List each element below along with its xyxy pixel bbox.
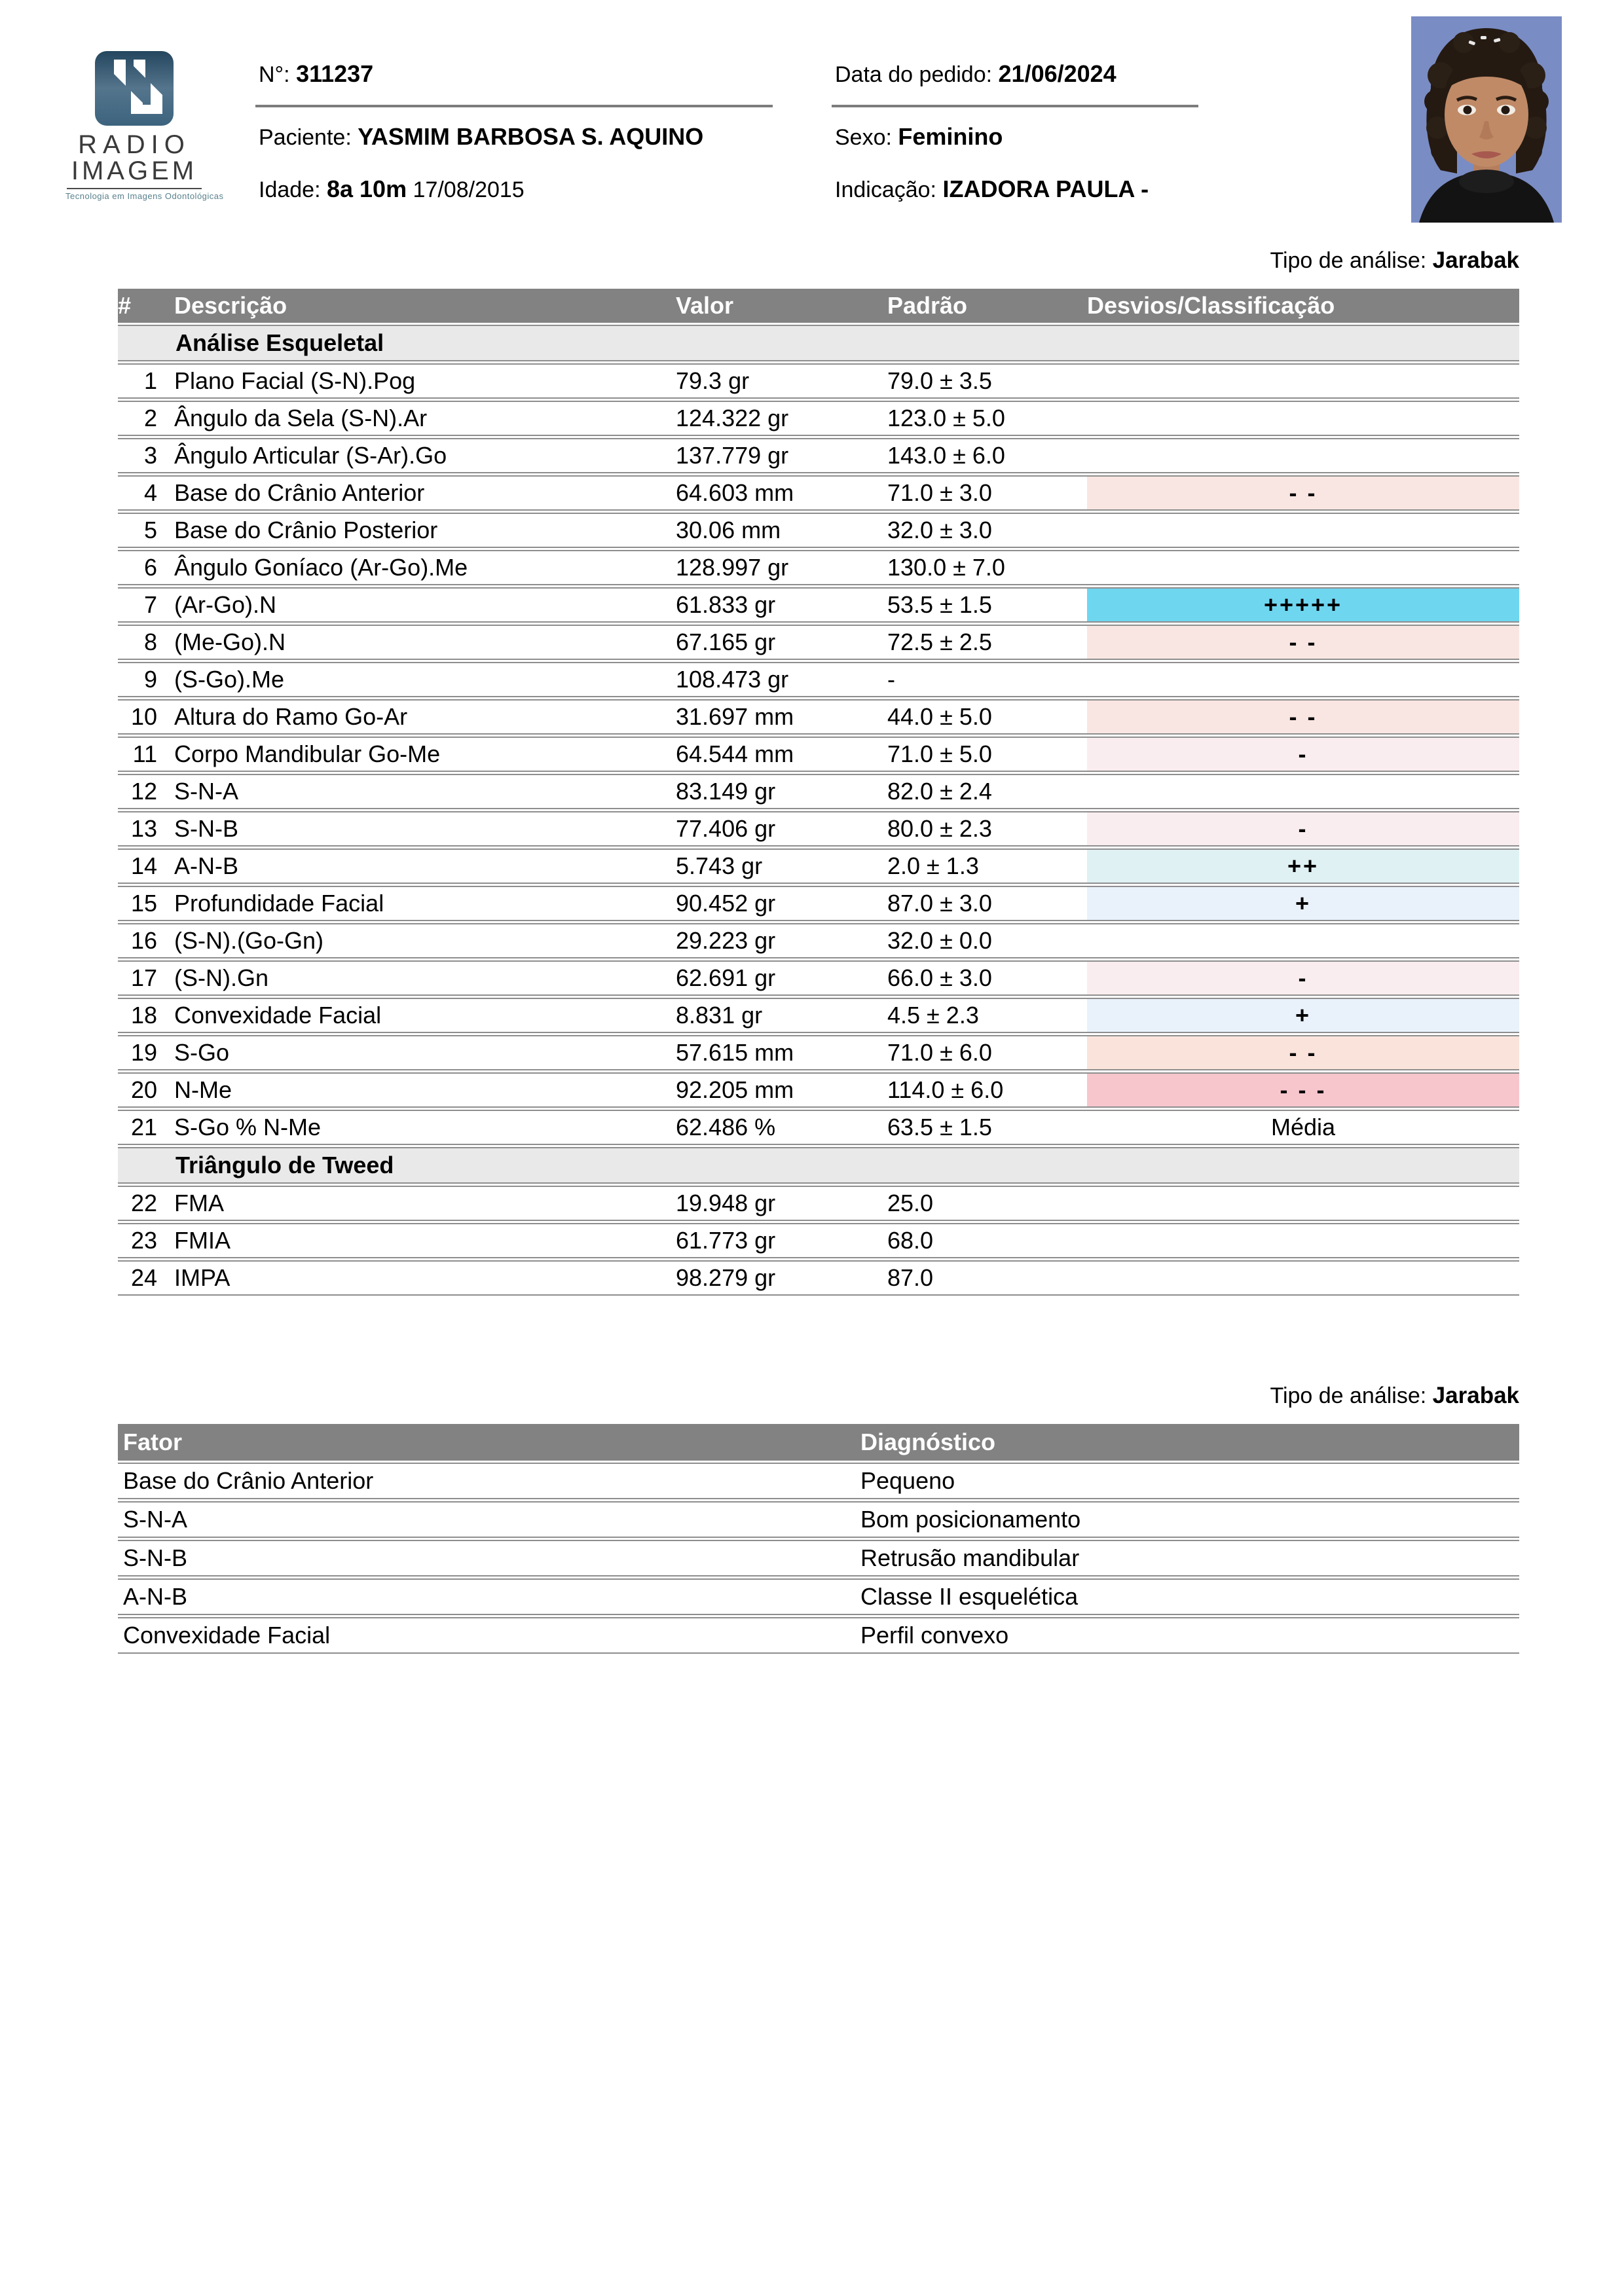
table-row	[118, 737, 1519, 772]
diagnostico-cell: Bom posicionamento	[858, 1501, 1519, 1538]
value-cell: 77.406 gr	[674, 811, 886, 847]
analysis-type-label: Tipo de análise:	[1270, 248, 1427, 273]
standard-cell: 80.0 ± 2.3	[886, 811, 1087, 847]
row-number-cell: 14	[118, 848, 164, 884]
value-cell: 64.603 mm	[674, 475, 886, 511]
fator-cell: Base do Crânio Anterior	[118, 1463, 858, 1499]
value-cell: 62.691 gr	[674, 960, 886, 996]
measurements-table	[118, 287, 1519, 1298]
deviation-cell: - -	[1087, 699, 1519, 735]
value-cell: 98.279 gr	[674, 1260, 886, 1296]
description-cell: Base do Crânio Anterior	[164, 475, 674, 511]
measurements-header-row	[118, 289, 1519, 323]
table-row	[118, 1463, 1519, 1499]
section-title: Triângulo de Tweed	[118, 1147, 1519, 1184]
column-header-desc: Descrição	[164, 289, 674, 323]
field-sexo	[835, 123, 1003, 151]
row-number-cell: 20	[118, 1072, 164, 1108]
value-cell: 5.743 gr	[674, 848, 886, 884]
standard-cell: 79.0 ± 3.5	[886, 363, 1087, 399]
section-row	[118, 1147, 1519, 1184]
value-cell: 92.205 mm	[674, 1072, 886, 1108]
table-row	[118, 774, 1519, 809]
table-row	[118, 438, 1519, 473]
value-cell: 128.997 gr	[674, 550, 886, 585]
paciente-value: YASMIM BARBOSA S. AQUINO	[358, 123, 704, 150]
standard-cell: 82.0 ± 2.4	[886, 774, 1087, 809]
value-cell: 31.697 mm	[674, 699, 886, 735]
diagnostico-cell: Retrusão mandibular	[858, 1540, 1519, 1576]
logo-word-radio: RADIO	[78, 130, 191, 159]
diagnostico-cell: Classe II esquelética	[858, 1578, 1519, 1615]
standard-cell: 63.5 ± 1.5	[886, 1110, 1087, 1145]
value-cell: 124.322 gr	[674, 401, 886, 436]
description-cell: (Ar-Go).N	[164, 587, 674, 623]
table-row	[118, 923, 1519, 958]
deviation-cell: ++	[1087, 848, 1519, 884]
row-number-cell: 21	[118, 1110, 164, 1145]
numero-label: N°:	[259, 62, 290, 87]
standard-cell: 68.0	[886, 1223, 1087, 1258]
header-divider-right	[832, 105, 1198, 107]
description-cell: S-Go	[164, 1035, 674, 1070]
table-row	[118, 960, 1519, 996]
deviation-cell: Média	[1087, 1110, 1519, 1145]
deviation-cell: -	[1087, 960, 1519, 996]
deviation-cell	[1087, 401, 1519, 436]
value-cell: 29.223 gr	[674, 923, 886, 958]
description-cell: A-N-B	[164, 848, 674, 884]
description-cell: FMA	[164, 1186, 674, 1221]
value-cell: 90.452 gr	[674, 886, 886, 921]
diagnosis-header-row	[118, 1424, 1519, 1461]
section-row	[118, 325, 1519, 361]
field-numero	[259, 60, 373, 88]
value-cell: 8.831 gr	[674, 998, 886, 1033]
analysis-type-value: Jarabak	[1432, 247, 1519, 273]
fator-cell: S-N-B	[118, 1540, 858, 1576]
diagnosis-table	[118, 1422, 1519, 1656]
column-header-fator: Fator	[118, 1424, 858, 1461]
deviation-cell	[1087, 550, 1519, 585]
deviation-cell	[1087, 923, 1519, 958]
description-cell: IMPA	[164, 1260, 674, 1296]
header-divider-left	[255, 105, 773, 107]
standard-cell: 130.0 ± 7.0	[886, 550, 1087, 585]
table-row	[118, 550, 1519, 585]
field-idade	[259, 175, 525, 203]
idade-date: 17/08/2015	[413, 177, 525, 202]
standard-cell: 123.0 ± 5.0	[886, 401, 1087, 436]
description-cell: Ângulo da Sela (S-N).Ar	[164, 401, 674, 436]
standard-cell: 25.0	[886, 1186, 1087, 1221]
deviation-cell	[1087, 1186, 1519, 1221]
row-number-cell: 24	[118, 1260, 164, 1296]
row-number-cell: 18	[118, 998, 164, 1033]
description-cell: N-Me	[164, 1072, 674, 1108]
patient-photo	[1411, 16, 1562, 223]
diagnostico-cell: Perfil convexo	[858, 1617, 1519, 1654]
column-header-padrao: Padrão	[886, 289, 1087, 323]
fator-cell: Convexidade Facial	[118, 1617, 858, 1654]
deviation-cell: - - -	[1087, 1072, 1519, 1108]
standard-cell: 143.0 ± 6.0	[886, 438, 1087, 473]
deviation-cell: - -	[1087, 475, 1519, 511]
row-number-cell: 1	[118, 363, 164, 399]
deviation-cell	[1087, 438, 1519, 473]
table-row	[118, 475, 1519, 511]
description-cell: Corpo Mandibular Go-Me	[164, 737, 674, 772]
table-row	[118, 811, 1519, 847]
description-cell: Base do Crânio Posterior	[164, 513, 674, 548]
row-number-cell: 5	[118, 513, 164, 548]
description-cell: (S-Go).Me	[164, 662, 674, 697]
value-cell: 57.615 mm	[674, 1035, 886, 1070]
row-number-cell: 17	[118, 960, 164, 996]
deviation-cell: -	[1087, 737, 1519, 772]
data-pedido-value: 21/06/2024	[998, 60, 1116, 87]
value-cell: 61.833 gr	[674, 587, 886, 623]
value-cell: 67.165 gr	[674, 625, 886, 660]
deviation-cell	[1087, 363, 1519, 399]
description-cell: Altura do Ramo Go-Ar	[164, 699, 674, 735]
column-header-num: #	[118, 289, 164, 323]
standard-cell: 53.5 ± 1.5	[886, 587, 1087, 623]
logo-rule	[67, 188, 202, 189]
table-row	[118, 1035, 1519, 1070]
analysis-type-1	[1270, 247, 1519, 274]
logo-icon	[94, 50, 174, 126]
deviation-cell	[1087, 774, 1519, 809]
deviation-cell	[1087, 662, 1519, 697]
table-row	[118, 1540, 1519, 1576]
column-header-desvios: Desvios/Classificação	[1087, 289, 1519, 323]
description-cell: Ângulo Goníaco (Ar-Go).Me	[164, 550, 674, 585]
table-row	[118, 886, 1519, 921]
standard-cell: 71.0 ± 5.0	[886, 737, 1087, 772]
description-cell: S-N-B	[164, 811, 674, 847]
description-cell: Convexidade Facial	[164, 998, 674, 1033]
value-cell: 83.149 gr	[674, 774, 886, 809]
description-cell: Profundidade Facial	[164, 886, 674, 921]
value-cell: 62.486 %	[674, 1110, 886, 1145]
numero-value: 311237	[296, 60, 374, 87]
description-cell: Plano Facial (S-N).Pog	[164, 363, 674, 399]
row-number-cell: 6	[118, 550, 164, 585]
table-row	[118, 1501, 1519, 1538]
standard-cell: 32.0 ± 0.0	[886, 923, 1087, 958]
value-cell: 19.948 gr	[674, 1186, 886, 1221]
table-row	[118, 513, 1519, 548]
row-number-cell: 23	[118, 1223, 164, 1258]
row-number-cell: 7	[118, 587, 164, 623]
indicacao-value: IZADORA PAULA -	[942, 175, 1149, 202]
fator-cell: A-N-B	[118, 1578, 858, 1615]
description-cell: (Me-Go).N	[164, 625, 674, 660]
standard-cell: 71.0 ± 3.0	[886, 475, 1087, 511]
analysis-type-value: Jarabak	[1432, 1383, 1519, 1408]
value-cell: 79.3 gr	[674, 363, 886, 399]
row-number-cell: 8	[118, 625, 164, 660]
table-row	[118, 625, 1519, 660]
standard-cell: 114.0 ± 6.0	[886, 1072, 1087, 1108]
value-cell: 137.779 gr	[674, 438, 886, 473]
row-number-cell: 10	[118, 699, 164, 735]
fator-cell: S-N-A	[118, 1501, 858, 1538]
column-header-valor: Valor	[674, 289, 886, 323]
standard-cell: 44.0 ± 5.0	[886, 699, 1087, 735]
sexo-value: Feminino	[898, 123, 1003, 150]
row-number-cell: 4	[118, 475, 164, 511]
value-cell: 61.773 gr	[674, 1223, 886, 1258]
logo-tagline: Tecnologia em Imagens Odontológicas	[65, 191, 224, 201]
standard-cell: -	[886, 662, 1087, 697]
deviation-cell: - -	[1087, 625, 1519, 660]
sexo-label: Sexo:	[835, 125, 892, 150]
row-number-cell: 13	[118, 811, 164, 847]
row-number-cell: 12	[118, 774, 164, 809]
table-row	[118, 363, 1519, 399]
analysis-type-label: Tipo de análise:	[1270, 1383, 1427, 1408]
description-cell: FMIA	[164, 1223, 674, 1258]
row-number-cell: 2	[118, 401, 164, 436]
row-number-cell: 19	[118, 1035, 164, 1070]
table-row	[118, 1223, 1519, 1258]
table-row	[118, 1578, 1519, 1615]
table-row	[118, 587, 1519, 623]
table-row	[118, 1072, 1519, 1108]
field-data-pedido	[835, 60, 1116, 88]
description-cell: (S-N).Gn	[164, 960, 674, 996]
table-row	[118, 848, 1519, 884]
standard-cell: 87.0	[886, 1260, 1087, 1296]
value-cell: 108.473 gr	[674, 662, 886, 697]
deviation-cell: +	[1087, 998, 1519, 1033]
row-number-cell: 22	[118, 1186, 164, 1221]
row-number-cell: 11	[118, 737, 164, 772]
deviation-cell	[1087, 513, 1519, 548]
description-cell: S-Go % N-Me	[164, 1110, 674, 1145]
value-cell: 30.06 mm	[674, 513, 886, 548]
description-cell: Ângulo Articular (S-Ar).Go	[164, 438, 674, 473]
value-cell: 64.544 mm	[674, 737, 886, 772]
standard-cell: 72.5 ± 2.5	[886, 625, 1087, 660]
radio-imagem-logo	[65, 50, 224, 201]
analysis-type-2	[1270, 1383, 1519, 1409]
row-number-cell: 15	[118, 886, 164, 921]
deviation-cell	[1087, 1223, 1519, 1258]
indicacao-label: Indicação:	[835, 177, 936, 202]
paciente-label: Paciente:	[259, 125, 352, 150]
table-row	[118, 1110, 1519, 1145]
table-row	[118, 1186, 1519, 1221]
description-cell: (S-N).(Go-Gn)	[164, 923, 674, 958]
deviation-cell: +++++	[1087, 587, 1519, 623]
table-row	[118, 401, 1519, 436]
deviation-cell: -	[1087, 811, 1519, 847]
diagnostico-cell: Pequeno	[858, 1463, 1519, 1499]
standard-cell: 32.0 ± 3.0	[886, 513, 1087, 548]
deviation-cell: +	[1087, 886, 1519, 921]
row-number-cell: 16	[118, 923, 164, 958]
description-cell: S-N-A	[164, 774, 674, 809]
logo-word-imagem: IMAGEM	[71, 156, 198, 185]
deviation-cell: - -	[1087, 1035, 1519, 1070]
table-row	[118, 662, 1519, 697]
field-indicacao	[835, 175, 1149, 203]
idade-label: Idade:	[259, 177, 321, 202]
deviation-cell	[1087, 1260, 1519, 1296]
table-row	[118, 998, 1519, 1033]
standard-cell: 66.0 ± 3.0	[886, 960, 1087, 996]
table-row	[118, 1260, 1519, 1296]
field-paciente	[259, 123, 703, 151]
row-number-cell: 3	[118, 438, 164, 473]
standard-cell: 2.0 ± 1.3	[886, 848, 1087, 884]
idade-value: 8a 10m	[326, 175, 407, 202]
column-header-diagnostico: Diagnóstico	[858, 1424, 1519, 1461]
standard-cell: 87.0 ± 3.0	[886, 886, 1087, 921]
standard-cell: 4.5 ± 2.3	[886, 998, 1087, 1033]
section-title: Análise Esqueletal	[118, 325, 1519, 361]
table-row	[118, 1617, 1519, 1654]
row-number-cell: 9	[118, 662, 164, 697]
data-pedido-label: Data do pedido:	[835, 62, 993, 87]
standard-cell: 71.0 ± 6.0	[886, 1035, 1087, 1070]
table-row	[118, 699, 1519, 735]
